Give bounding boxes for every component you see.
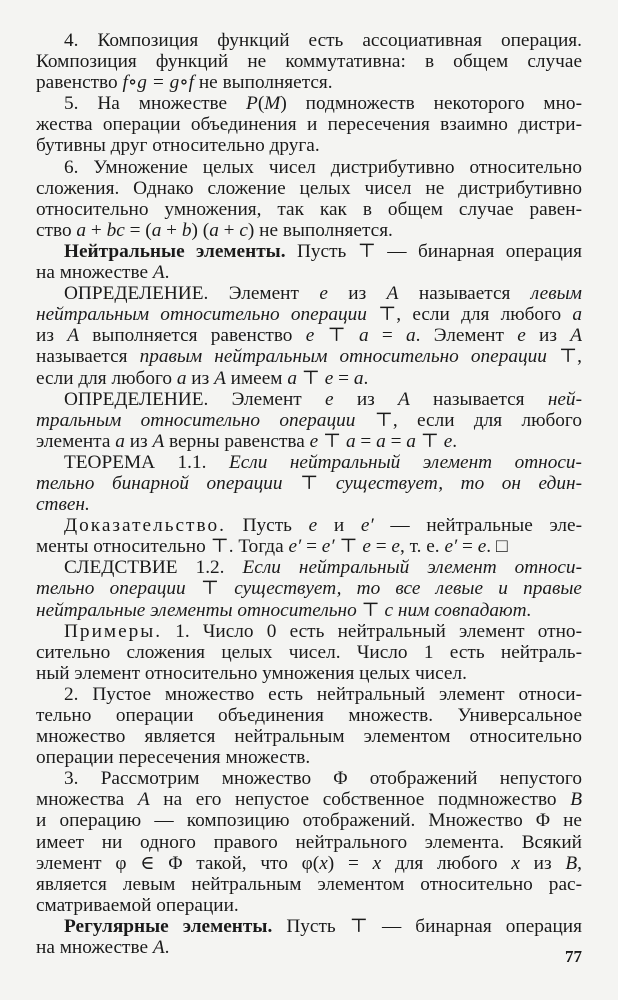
- text-run: M: [264, 93, 281, 115]
- text-run: из: [333, 388, 399, 410]
- text-run: является левым нейтральным элементом относительно рас-: [36, 873, 582, 895]
- text-run: Пусть ⊤ — бинарная операция: [272, 915, 582, 937]
- text-line: [36, 51, 582, 72]
- text-run: Регулярные элементы.: [64, 915, 273, 937]
- text-run: .: [164, 262, 170, 284]
- text-run: e: [517, 325, 526, 347]
- page-number: 77: [565, 947, 582, 966]
- text-run: Нейтральные элементы.: [64, 240, 286, 262]
- text-run: называется: [36, 346, 140, 368]
- text-run: a: [76, 219, 87, 241]
- text-line: [36, 157, 582, 178]
- text-run: множества: [36, 789, 138, 811]
- text-run: e: [319, 283, 328, 305]
- text-run: c: [239, 219, 248, 241]
- text-line: [36, 937, 582, 958]
- text-run: на множестве: [36, 262, 153, 284]
- text-run: верны равенства: [164, 430, 310, 452]
- text-run: ⊤: [296, 367, 325, 389]
- text-run: тральным относительно операции: [36, 409, 356, 431]
- text-run: x: [319, 852, 328, 874]
- text-run: +: [161, 219, 182, 241]
- text-run: сительно сложения целых чисел. Число 1 есть нейтраль-: [36, 641, 582, 663]
- text-run: если для любого: [36, 367, 177, 389]
- text-line: [36, 853, 582, 874]
- text-line: [36, 346, 582, 367]
- text-line: [36, 325, 582, 346]
- text-line: [36, 135, 582, 156]
- text-run: левым: [530, 283, 582, 305]
- text-run: . Элемент: [415, 325, 518, 347]
- text-run: на множестве: [36, 937, 153, 959]
- text-run: — нейтральные эле-: [373, 515, 582, 537]
- text-run: жества операции объединения и пересечения взаимно дистри-: [36, 114, 582, 136]
- text-line: [36, 431, 582, 452]
- text-line: [36, 684, 582, 705]
- text-run: элемента: [36, 430, 116, 452]
- text-run: e: [308, 515, 318, 537]
- text-run: A: [386, 283, 399, 305]
- text-run: a: [406, 325, 416, 347]
- text-run: A: [137, 789, 150, 811]
- text-run: Композиция функций не коммутативна: в общем случае: [36, 51, 582, 73]
- text-run: ) =: [327, 852, 373, 874]
- text-run: A: [152, 262, 165, 284]
- text-run: ⊤, если для любого: [355, 409, 583, 431]
- text-line: [36, 832, 582, 853]
- text-run: тельно операции объединения множеств. Универсальное: [36, 705, 582, 726]
- text-run: a: [572, 304, 582, 326]
- text-run: ⊤: [314, 325, 359, 347]
- text-run: Пусть: [225, 515, 309, 537]
- text-run: ) не выполняется.: [247, 219, 393, 241]
- text-run: из: [327, 283, 387, 305]
- text-line: [36, 705, 582, 726]
- text-run: множество является нейтральным элементом относительно: [36, 726, 582, 748]
- text-run: ⊤, если для любого: [366, 304, 573, 326]
- text-run: e′: [321, 536, 335, 558]
- text-run: СЛЕДСТВИЕ 1.2.: [64, 557, 243, 579]
- text-run: с ним совпадают.: [384, 599, 532, 621]
- text-run: A: [214, 367, 226, 389]
- text-run: A: [570, 325, 583, 347]
- text-run: e: [325, 388, 334, 410]
- text-line: [36, 789, 582, 810]
- text-run: =: [368, 325, 407, 347]
- text-run: относительно умножения, так как в общем случае равен-: [36, 198, 582, 220]
- text-run: =: [333, 367, 354, 389]
- text-run: Если нейтральный элемент относи-: [242, 557, 582, 579]
- text-line: [36, 768, 582, 789]
- text-run: e: [443, 430, 453, 452]
- text-run: 6. Умножение целых чисел дистрибутивно относительно: [64, 156, 582, 178]
- text-run: a: [151, 219, 162, 241]
- text-run: ство: [36, 219, 77, 241]
- text-line: [36, 304, 582, 325]
- text-run: a: [115, 430, 125, 452]
- text-run: ) (: [191, 219, 210, 241]
- text-run: 2. Пустое множество есть нейтральный элемент относи-: [64, 683, 582, 705]
- text-run: ⊤: [334, 536, 363, 558]
- text-line: [36, 410, 582, 431]
- text-run: =: [370, 536, 392, 558]
- text-run: из: [525, 325, 571, 347]
- text-line: [36, 199, 582, 220]
- text-run: A: [152, 937, 165, 959]
- text-line: [36, 283, 582, 304]
- text-run: бутивны друг относительно друга.: [36, 135, 320, 157]
- text-line: [36, 726, 582, 747]
- text-line: [36, 262, 582, 283]
- text-run: ТЕОРЕМА 1.1.: [64, 451, 229, 473]
- text-run: называется: [409, 388, 548, 410]
- text-run: ⊤: [356, 599, 385, 621]
- text-run: b: [181, 219, 192, 241]
- text-run: ⊤,: [546, 346, 582, 368]
- text-run: ОПРЕДЕЛЕНИЕ. Элемент: [64, 388, 325, 410]
- text-run: из: [186, 367, 215, 389]
- text-run: e: [305, 325, 315, 347]
- text-run: нейтральным относительно операции: [36, 304, 367, 326]
- text-run: .: [452, 430, 458, 452]
- text-run: ней-: [547, 388, 582, 410]
- text-run: тельно операции: [36, 578, 186, 600]
- text-run: = (: [124, 219, 152, 241]
- text-line: [36, 600, 582, 621]
- text-run: B: [565, 852, 578, 874]
- text-run: 5. На множестве: [64, 93, 247, 115]
- text-run: e: [362, 536, 371, 558]
- text-run: и: [317, 515, 361, 537]
- text-run: ОПРЕДЕЛЕНИЕ. Элемент: [64, 283, 320, 305]
- text-run: менты относительно ⊤. Тогда: [36, 536, 289, 558]
- text-run: A: [67, 325, 79, 347]
- text-run: из: [124, 430, 153, 452]
- text-line: [36, 810, 582, 831]
- text-run: e′: [360, 515, 374, 537]
- text-run: ,: [577, 852, 582, 874]
- text-run: e′: [444, 536, 458, 558]
- text-run: A: [398, 388, 410, 410]
- text-line: [36, 473, 582, 494]
- text-line: [36, 93, 582, 114]
- text-run: a: [406, 430, 416, 452]
- text-line: [36, 241, 582, 262]
- text-run: называется: [398, 283, 531, 305]
- text-run: =: [385, 430, 407, 452]
- text-run: , т. е.: [399, 536, 445, 558]
- text-run: 3. Рассмотрим множество Φ отображений непустого: [64, 768, 582, 790]
- text-run: ⊤: [185, 578, 235, 600]
- text-run: e: [477, 536, 487, 558]
- text-run: a: [353, 367, 364, 389]
- text-run: x: [372, 852, 382, 874]
- text-run: сматриваемой операции.: [36, 894, 239, 916]
- text-run: Доказательство.: [64, 515, 226, 537]
- text-line: [36, 642, 582, 663]
- text-run: a: [376, 430, 386, 452]
- text-run: нейтральные элементы относительно: [36, 599, 357, 621]
- text-line: [36, 220, 582, 241]
- text-run: +: [86, 219, 107, 241]
- text-run: для любого: [381, 852, 512, 874]
- text-line: [36, 895, 582, 916]
- text-run: a: [345, 430, 356, 452]
- text-line: [36, 389, 582, 410]
- text-run: =: [355, 430, 377, 452]
- text-line: [36, 916, 582, 937]
- text-run: B: [570, 789, 582, 811]
- text-run: e: [391, 536, 400, 558]
- text-line: [36, 72, 582, 93]
- text-run: f∘g = g∘f: [122, 72, 195, 94]
- text-run: =: [301, 536, 322, 558]
- text-line: [36, 494, 582, 515]
- text-line: [36, 368, 582, 389]
- text-run: =: [457, 536, 478, 558]
- text-run: имеет ни одного правого нейтрального элемента. Всякий: [36, 831, 582, 853]
- text-run: ) подмножеств некоторого мно-: [280, 93, 582, 115]
- text-line: [36, 578, 582, 599]
- book-page-text: [36, 30, 582, 958]
- text-run: x: [511, 852, 520, 874]
- text-run: P: [246, 93, 258, 115]
- text-run: .: [164, 937, 170, 959]
- text-run: Пусть ⊤ — бинарная операция: [285, 240, 582, 262]
- text-run: 1. Число 0 есть нейтральный элемент отно-: [162, 620, 582, 642]
- text-run: ствен.: [36, 494, 90, 516]
- text-line: [36, 114, 582, 135]
- text-run: не выполняется.: [194, 72, 333, 94]
- text-run: равенство: [36, 72, 123, 94]
- text-run: на его непустое собственное подмножество: [149, 789, 571, 811]
- text-run: e′: [288, 536, 302, 558]
- text-run: . □: [486, 536, 508, 558]
- text-run: Примеры.: [64, 620, 163, 642]
- text-run: 4. Композиция функций есть ассоциативная операция.: [64, 30, 582, 51]
- text-run: +: [218, 219, 240, 241]
- text-run: a: [287, 367, 297, 389]
- text-run: e: [324, 367, 334, 389]
- text-line: [36, 452, 582, 473]
- text-run: из: [36, 325, 68, 347]
- text-run: a: [176, 367, 187, 389]
- text-run: и операцию — композицию отображений. Множество Φ не: [36, 810, 582, 832]
- text-run: существует, то он един-: [335, 472, 582, 494]
- text-run: имеем: [225, 367, 288, 389]
- text-line: [36, 515, 582, 536]
- text-run: ⊤: [282, 472, 336, 494]
- text-run: правым нейтральным относительно операции: [139, 346, 547, 368]
- text-line: [36, 663, 582, 684]
- text-run: сложения. Однако сложение целых чисел не дистрибутивно: [36, 177, 582, 199]
- text-run: операции пересечения множеств.: [36, 747, 311, 769]
- text-line: [36, 536, 582, 557]
- text-line: [36, 874, 582, 895]
- text-run: Если нейтральный элемент относи-: [228, 451, 582, 473]
- text-run: ⊤: [415, 430, 444, 452]
- text-run: тельно бинарной операции: [36, 472, 283, 494]
- text-line: [36, 557, 582, 578]
- text-run: ⊤: [318, 430, 346, 452]
- text-run: (: [257, 93, 265, 115]
- text-line: [36, 30, 582, 51]
- text-line: [36, 621, 582, 642]
- text-run: bc: [106, 219, 125, 241]
- text-run: выполняется равенство: [79, 325, 306, 347]
- text-run: A: [152, 430, 165, 452]
- text-run: элемент φ ∈ Φ такой, что φ(: [36, 852, 320, 874]
- text-run: существует, то все левые и правые: [234, 578, 582, 600]
- text-run: a: [358, 325, 369, 347]
- text-line: [36, 178, 582, 199]
- text-run: ный элемент относительно умножения целых чисел.: [36, 662, 467, 684]
- text-line: [36, 747, 582, 768]
- text-run: .: [363, 367, 369, 389]
- text-run: e: [309, 430, 319, 452]
- text-run: a: [209, 219, 219, 241]
- text-run: из: [519, 852, 566, 874]
